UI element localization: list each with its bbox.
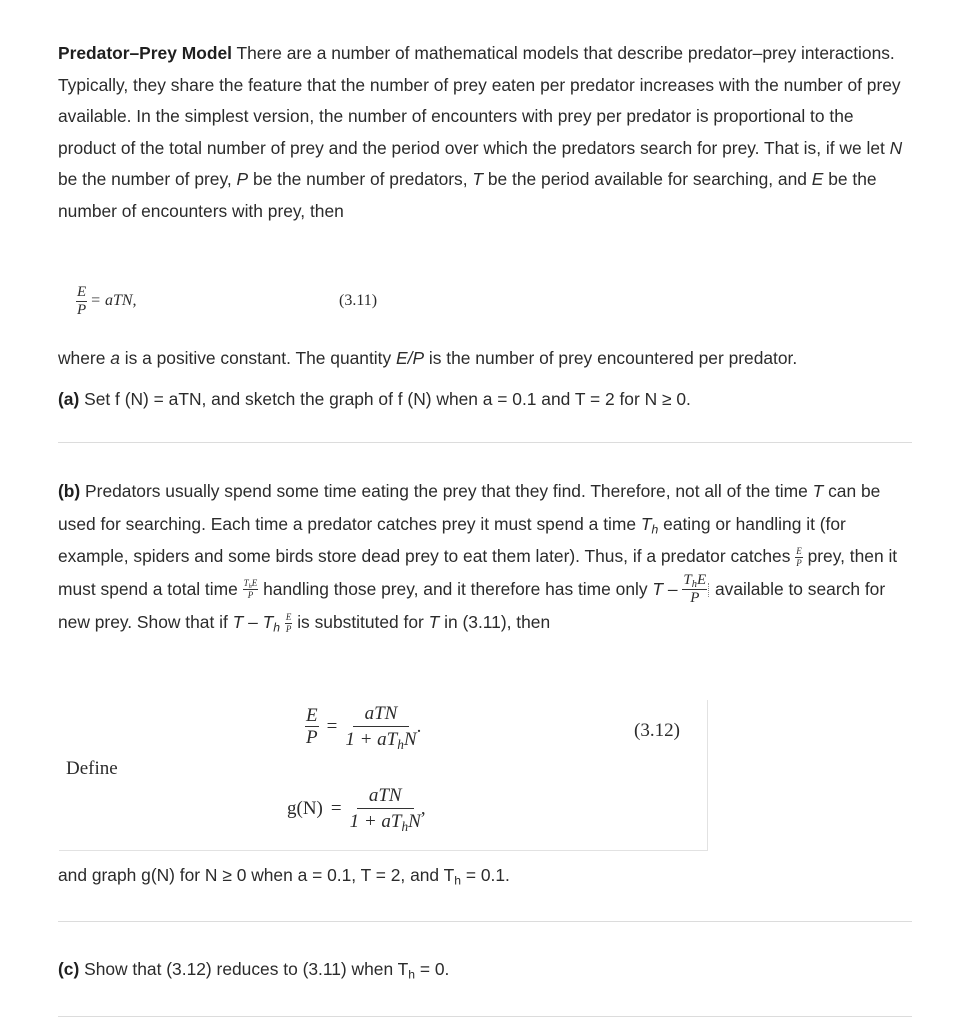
fraction-e-over-p: $\frac{E}{P}$ [77,283,87,318]
fraction-the-over-p-inline: $\frac{T_hE}{P}$ [243,578,258,601]
define-label: Define [66,758,118,779]
part-b-label: (b) [58,481,81,501]
fraction-g-display: $\frac{\text{aTN}}{1 + aT_hN}$ [349,785,421,834]
problem-title: Predator–Prey Model [58,43,232,63]
fraction-atn-display: $\frac{\text{aTN}}{1 + aT_hN}$ [345,703,417,752]
fraction-the-over-p: $\frac{T_hE}{P}$ [683,572,707,607]
equation-label-3-11: (3.11) [339,292,378,309]
equation-label-3-12: (3.12) [634,720,680,741]
divider [58,921,912,922]
constant-paragraph: where a is a positive constant. The quantity E/P is the number of prey encountered per predator. [58,348,798,368]
equation-g: g(N) = $\frac{\text{aTN}}{1 + aT_hN}$ , [287,785,426,834]
fraction-e-over-p-inline: $\frac{E}{P}$ [796,545,802,568]
fraction-e-over-p-display: $\frac{E}{P}$ [306,705,318,748]
equation-3-11: $\frac{E}{P}$ = aTN, [77,283,137,318]
divider [58,1016,912,1017]
part-a: (a) Set f (N) = aTN, and sketch the graph of f (N) when a = 0.1 and T = 2 for N ≥ 0. [58,389,691,409]
part-b: (b) Predators usually spend some time eating the prey that they find. Therefore, not all of the time T can be used for searching. Each time a predator catches prey it must spend a time $T_h$ eating or handling it (for example, spiders and some birds store dead prey to eat them later). Thus, if a predator catches $\frac{E}{P}$ prey, then it must spend a total time $\frac{T_hE}{P}$ handling those prey, and it therefore has time only T – $\frac{T_hE}{P}$ available to search for new prey. Show that if T – $T_h$ $\frac{E}{P}$ is substituted for T in (3.11), then [58,481,898,636]
part-a-label: (a) [58,389,80,409]
graph-g-instruction: and graph g(N) for N ≥ 0 when a = 0.1, T = 2, and $T_h = 0.1$. [58,865,510,888]
fraction-e-over-p-inline-2: $\frac{E}{P}$ [285,612,292,635]
intro-paragraph: Predator–Prey Model There are a number of mathematical models that describe predator–prey interactions. Typically, they share the feature that the number of prey eaten per predator increases with the number of prey available. In the simplest version, the number of encounters with prey per predator is proportional to the product of the total number of prey and the period over which the predators search for prey. That is, if we let N be the number of prey, P be the number of predators, T be the period available for searching, and E be the number of encounters with prey, then [58,43,903,221]
part-c-label: (c) [58,959,80,979]
equation-3-12: $\frac{E}{P}$ = $\frac{\text{aTN}}{1 + aT_hN}$ . [306,703,422,752]
part-c: (c) Show that (3.12) reduces to (3.11) when $T_h = 0$. [58,959,450,982]
divider [58,442,912,443]
